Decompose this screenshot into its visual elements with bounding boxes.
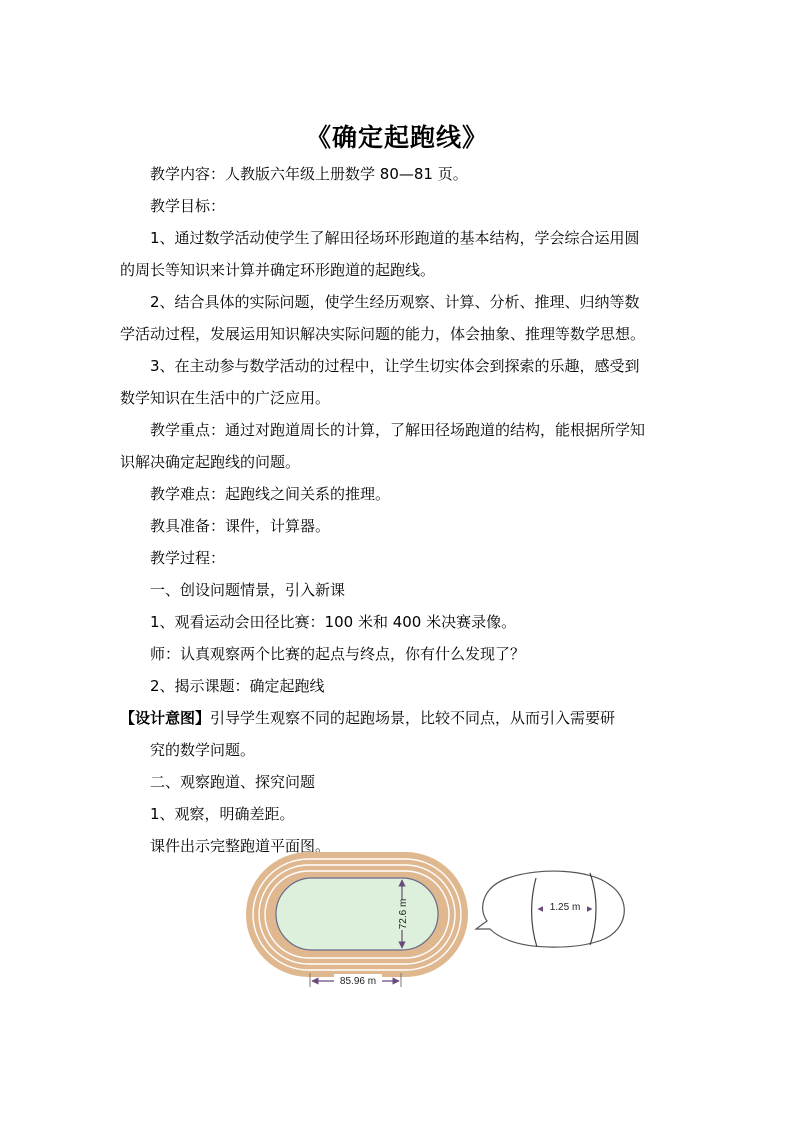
running-track-figure (240, 845, 630, 995)
height-label: 72.6 m (398, 898, 409, 930)
goal-3-line-1: 3、在主动参与数学活动的过程中，让学生切实体会到探索的乐趣，感受到 (150, 357, 640, 375)
key-point-line-1: 教学重点：通过对跑道周长的计算，了解田径场跑道的结构，能根据所学知 (150, 421, 646, 439)
document-title: 《确定起跑线》 (305, 123, 488, 152)
materials: 教具准备：课件，计算器。 (150, 517, 331, 535)
step-2-1: 1、观察，明确差距。 (150, 805, 295, 823)
goal-1-line-2: 的周长等知识来计算并确定环形跑道的起跑线。 (120, 261, 436, 279)
goal-1-line-1: 1、通过数学活动使学生了解田径场环形跑道的基本结构，学会综合运用圆 (150, 229, 640, 247)
step-1-2: 2、揭示课题：确定起跑线 (150, 677, 325, 695)
width-label: 85.96 m (339, 976, 377, 987)
track-diagram (240, 845, 630, 995)
design-intent-text: 引导学生观察不同的起跑场景，比较不同点，从而引入需要研 (210, 709, 616, 727)
lane-width-label: 1.25 m (549, 902, 581, 913)
goal-2-line-2: 学活动过程，发展运用知识解决实际问题的能力，体会抽象、推理等数学思想。 (120, 325, 646, 343)
design-intent-line-1 (120, 708, 615, 728)
process-heading: 教学过程： (150, 549, 226, 567)
courseware-note: 课件出示完整跑道平面图。 (150, 837, 331, 855)
goal-3-line-2: 数学知识在生活中的广泛应用。 (120, 389, 331, 407)
teaching-goals-heading: 教学目标： (150, 197, 226, 215)
goal-2-line-1: 2、结合具体的实际问题，使学生经历观察、计算、分析、推理、归纳等数 (150, 293, 640, 311)
section-2-heading: 二、观察跑道、探究问题 (150, 773, 316, 791)
teaching-content: 教学内容：人教版六年级上册数学 80—81 页。 (150, 165, 468, 183)
design-intent-line-2: 究的数学问题。 (150, 741, 256, 759)
step-1-1: 1、观看运动会田径比赛：100 米和 400 米决赛录像。 (150, 613, 517, 631)
inner-field (276, 878, 438, 950)
difficulty: 教学难点：起跑线之间关系的推理。 (150, 485, 391, 503)
key-point-line-2: 识解决确定起跑线的问题。 (120, 453, 301, 471)
section-1-heading: 一、创设问题情景，引入新课 (150, 581, 346, 599)
design-intent-label: 【设计意图】 (120, 709, 211, 727)
teacher-question: 师：认真观察两个比赛的起点与终点，你有什么发现了？ (150, 645, 526, 663)
